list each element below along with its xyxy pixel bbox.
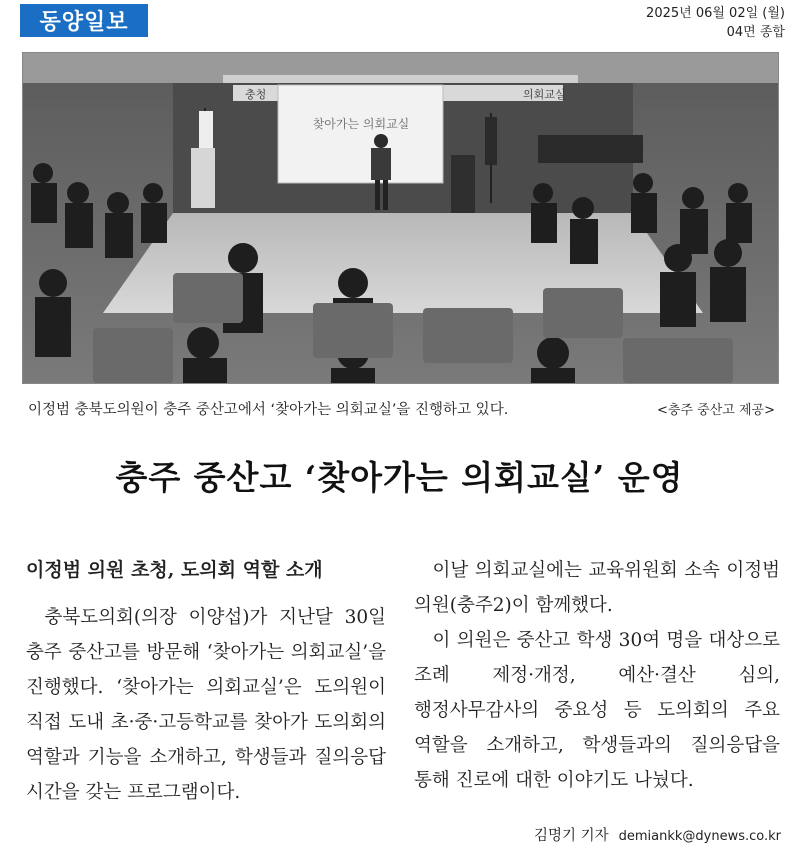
article-photo: [22, 52, 779, 384]
article-column-left: [26, 553, 386, 810]
issue-date: 2025년 06월 02일 (월): [646, 6, 785, 21]
photo-caption: 이정범 충북도의원이 충주 중산고에서 ‘찾아가는 의회교실’을 진행하고 있다.: [28, 402, 509, 418]
body-paragraph: 이날 의회교실에는 교육위원회 소속 이정범 의원(충주2)이 함께했다.: [414, 560, 780, 616]
photo-credit: <충주 중산고 제공>: [657, 403, 775, 418]
banner-left-text: 충청: [245, 88, 267, 101]
banner-right-text: 의회교실: [523, 88, 566, 101]
reporter-name: 김명기 기자: [533, 828, 609, 844]
reporter-email[interactable]: demiankk@dynews.co.kr: [618, 829, 781, 844]
article-subhead: 이정범 의원 초청, 도의회 역할 소개: [26, 559, 323, 581]
dateline: [646, 4, 785, 42]
page-section: 04면 종합: [726, 25, 785, 40]
article-headline: 충주 중산고 ‘찾아가는 의회교실’ 운영: [115, 458, 684, 497]
body-paragraph: 이 의원은 중산고 학생 30여 명을 대상으로 조례 제정·개정, 예산·결산 심의, 행정사무감사의 중요성 등 도의회의 주요 역할을 소개하고, 학생들과의 질의응답을 통해 진로에 대한 이야기도 나눴다.: [414, 630, 780, 791]
body-paragraph: 충북도의회(의장 이양섭)가 지난달 30일 충주 중산고를 방문해 ‘찾아가는 의회교실’을 진행했다. ‘찾아가는 의회교실’은 도의원이 직접 도내 초·중·고등학교를 찾아가 도의회의 역할과 기능을 소개하고, 학생들과 질의응답 시간을 갖는 프로그램이다.: [26, 607, 386, 803]
auditorium-photo-illustration: [23, 53, 778, 383]
screen-title-text: 찾아가는 의회교실: [312, 117, 410, 131]
newspaper-masthead: 동양일보: [20, 4, 148, 37]
article-column-right: [414, 553, 780, 798]
byline: [534, 824, 781, 845]
